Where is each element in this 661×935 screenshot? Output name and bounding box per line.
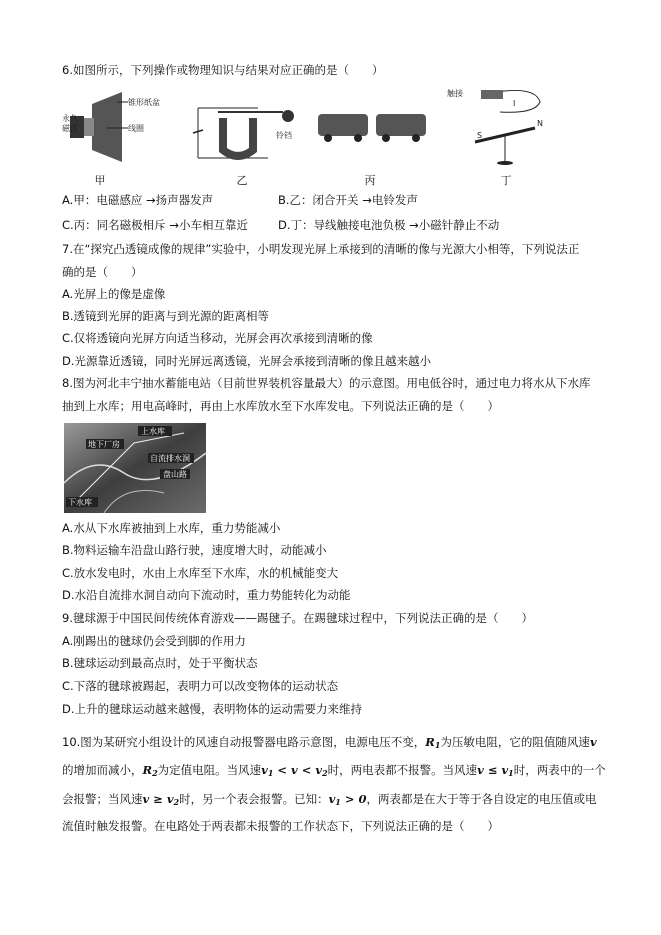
label-lower-reservoir: 下水库 [68, 498, 92, 507]
q8-stem-2: 抽到上水库；用电高峰时，再由上水库放水至下水库发电。下列说法正确的是（ ） [62, 399, 499, 413]
battery [481, 90, 503, 99]
label-coil: 线圈 [128, 124, 144, 133]
q7-option-c: C.仅将透镜向光屏方向适当移动，光屏会再次承接到清晰的像 [62, 331, 373, 345]
label-N: N [537, 119, 543, 128]
q7-option-b: B.透镜到光屏的距离与到光源的距离相等 [62, 309, 270, 323]
q6-figure-jia [62, 88, 172, 168]
car-left [318, 114, 368, 136]
q6-option-d: D.丁：导线触接电池负极 →小磁针静止不动 [278, 218, 500, 232]
label-magnet: 永久 [62, 114, 78, 123]
coil [84, 118, 94, 136]
q9-option-a: A.刚踢出的毽球仍会受到脚的作用力 [62, 634, 246, 648]
bell [282, 110, 294, 122]
q9-option-b: B.毽球运动到最高点时，处于平衡状态 [62, 656, 258, 670]
q8-option-b: B.物料运输车沿盘山路行驶，速度增大时，动能减小 [62, 543, 327, 557]
q10-text-3c: ，两表都是在大于等于各自设定的电压值或电 [366, 792, 597, 806]
q8-option-d: D.水沿自流排水洞自动向下流动时，重力势能转化为动能 [62, 588, 351, 602]
q7-stem-2: 确的是（ ） [62, 265, 143, 279]
car-right [376, 114, 426, 136]
q10-text-3a: 会报警；当风速 [62, 792, 143, 806]
q10-line-4: 流值时触发报警。在电路处于两表都未报警的工作状态下，下列说法正确的是（ ） [62, 819, 499, 833]
caption-jia: 甲 [94, 174, 106, 187]
q7-option-d: D.光源靠近透镜，同时光屏远离透镜，光屏会承接到清晰的像且越来越小 [62, 354, 432, 368]
q9-option-c: C.下落的毽球被踢起，表明力可以改变物体的运动状态 [62, 679, 339, 693]
q8-station-photo [64, 423, 206, 513]
label-cone: 锥形纸盆 [128, 98, 160, 107]
q6-stem: 6.如图所示，下列操作或物理知识与结果对应正确的是（ ） [62, 63, 384, 77]
caption-yi: 乙 [236, 174, 248, 187]
q10-line-1 [62, 734, 597, 753]
v-symbol: v [589, 735, 597, 749]
q10-text-1b: 为压敏电阻，它的阻值随风速 [440, 735, 590, 749]
condition-3: $v \ge v_2$ [142, 792, 180, 807]
caption-ding: 丁 [500, 174, 512, 187]
q10-text-2b: 为定值电阻。当风速 [157, 763, 262, 777]
q7-stem-1: 7.在“探究凸透镜成像的规律”实验中，小明发现光屏上承接到的清晰的像与光源大小相等，下列说法正 [62, 242, 580, 256]
label-S: S [477, 131, 483, 140]
label-upper-reservoir: 上水库 [141, 427, 165, 436]
q7-option-a: A.光屏上的像是虚像 [62, 287, 166, 301]
q6-option-c: C.丙：同名磁极相斥 →小车相互靠近 [62, 218, 248, 232]
q10-text-2a: 的增加而减小， [62, 763, 143, 777]
condition-1: $v_1 < v < v_2$ [261, 763, 328, 778]
label-drain-tunnel: 自流排水洞 [150, 454, 190, 463]
q8-option-a: A.水从下水库被抽到上水库，重力势能减小 [62, 521, 281, 535]
r1-symbol: $R_1$ [425, 735, 441, 750]
q10-text-1a: 10.图为某研究小组设计的风速自动报警器电路示意图，电源电压不变， [62, 735, 426, 749]
q9-stem: 9.毽球源于中国民间传统体育游戏——踢毽子。在踢毽球过程中，下列说法正确的是（ ） [62, 611, 533, 625]
r2-symbol: $R_2$ [142, 763, 158, 778]
q10-line-3 [62, 791, 597, 810]
q6-figure-ding [445, 84, 565, 169]
q8-option-c: C.放水发电时，水由上水库至下水库，水的机械能变大 [62, 566, 339, 580]
label-bell: 铃铛 [276, 131, 292, 140]
q8-stem-1: 8.图为河北丰宁抽水蓄能电站（目前世界装机容量最大）的示意图。用电低谷时，通过电力将水从下水库 [62, 376, 591, 390]
q6-option-a: A.甲：电磁感应 →扬声器发声 [62, 193, 214, 207]
q10-text-3b: 时，另一个表会报警。已知： [179, 792, 329, 806]
label-magnet-2: 磁体 [62, 124, 78, 133]
label-underground-plant: 地下厂房 [88, 440, 120, 449]
condition-4: $v_1 > 0$ [328, 792, 367, 807]
q10-text-2d: 时，两表中的一个 [513, 763, 606, 777]
q9-option-d: D.上升的毽球运动越来越慢，表明物体的运动需要力来维持 [62, 702, 363, 716]
q6-figure-yi [188, 88, 308, 168]
label-mountain-road: 盘山路 [163, 470, 187, 479]
q10-text-2c: 时，两电表都不报警。当风速 [327, 763, 478, 777]
electromagnet [223, 118, 253, 156]
label-touch: 触接 [447, 89, 463, 98]
q10-line-2 [62, 762, 606, 781]
q6-figure-bing [314, 106, 434, 146]
label-current: I [513, 99, 516, 108]
caption-bing: 丙 [364, 174, 376, 187]
condition-2: $v \le v_1$ [477, 763, 514, 778]
q6-option-b: B.乙：闭合开关 →电铃发声 [278, 193, 418, 207]
